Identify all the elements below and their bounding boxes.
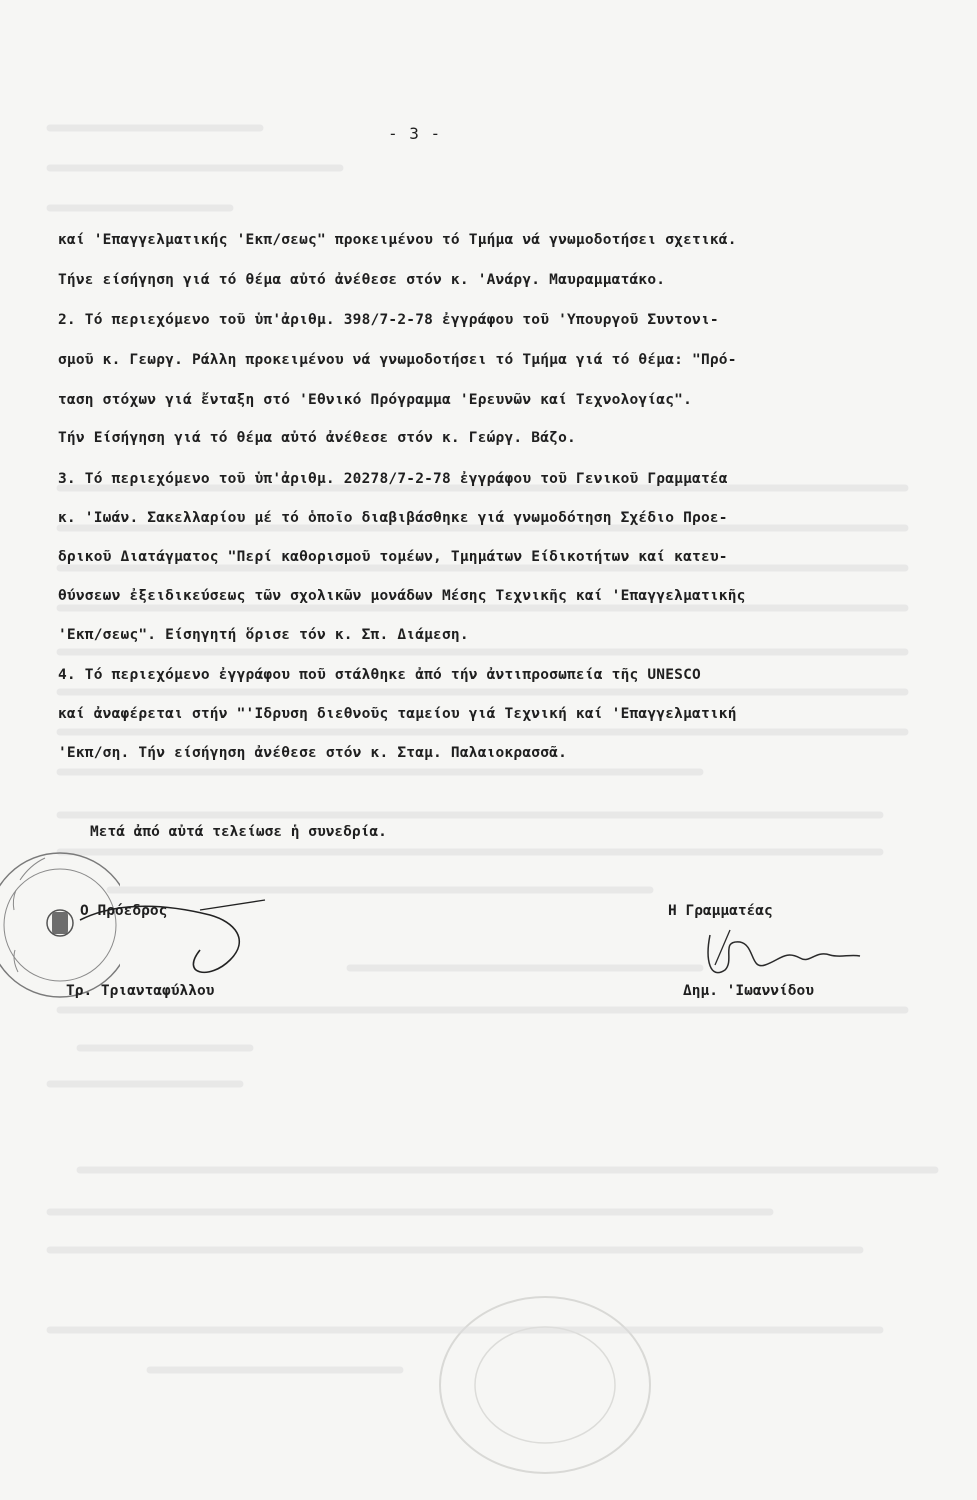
chair-title: Ο Πρόεδρος bbox=[80, 903, 168, 919]
body-line: 'Εκπ/σεως". Είσηγητή ὅρισε τόν κ. Σπ. Διάμεση. bbox=[58, 627, 469, 643]
closing-line: Μετά ἀπό αὐτά τελείωσε ἡ συνεδρία. bbox=[90, 824, 387, 840]
body-line: Τήνε είσήγηση γιά τό θέμα αὐτό ἀνέθεσε στόν κ. 'Ανάργ. Μαυραμματάκο. bbox=[58, 272, 666, 288]
secretary-signature bbox=[690, 920, 870, 990]
body-line: 3. Τό περιεχόμενο τοῦ ὑπ'ἀριθμ. 20278/7-2-78 ἐγγράφου τοῦ Γενικοῦ Γραμματέα bbox=[58, 471, 728, 487]
secretary-name: Δημ. 'Ιωαννίδου bbox=[683, 983, 814, 999]
body-line: 'Εκπ/ση. Τήν είσήγηση ἀνέθεσε στόν κ. Σταμ. Παλαιοκρασσᾶ. bbox=[58, 745, 567, 761]
page-number: - 3 - bbox=[388, 124, 442, 143]
body-line: δρικοῦ Διατάγματος "Περί καθορισμοῦ τομέων, Τμημάτων Είδικοτήτων καί κατευ- bbox=[58, 549, 728, 565]
body-line: Τήν Είσήγηση γιά τό θέμα αὐτό ἀνέθεσε στόν κ. Γεώργ. Βάζο. bbox=[58, 430, 576, 446]
chair-signature bbox=[60, 880, 280, 990]
body-line: 4. Τό περιεχόμενο ἐγγράφου ποῦ στάλθηκε ἀπό τήν ἀντιπροσωπεία τῆς UNESCO bbox=[58, 667, 701, 683]
chair-name: Τρ. Τριανταφύλλου bbox=[66, 983, 215, 999]
body-line: σμοῦ κ. Γεωργ. Ράλλη προκειμένου νά γνωμοδοτήσει τό Τμήμα γιά τό θέμα: "Πρό- bbox=[58, 352, 737, 368]
body-line: ταση στόχων γιά ἔνταξη στό 'Εθνικό Πρόγραμμα 'Ερευνῶν καί Τεχνολογίας". bbox=[58, 392, 693, 408]
body-line: καί ἀναφέρεται στήν "'Ιδρυση διεθνοῦς ταμείου γιά Τεχνική καί 'Επαγγελματική bbox=[58, 706, 737, 722]
body-line: κ. 'Ιωάν. Σακελλαρίου μέ τό ὁποῖο διαβιβάσθηκε γιά γνωμοδότηση Σχέδιο Προε- bbox=[58, 510, 728, 526]
body-line: 2. Τό περιεχόμενο τοῦ ὑπ'ἀριθμ. 398/7-2-78 ἐγγράφου τοῦ 'Υπουργοῦ Συντονι- bbox=[58, 312, 719, 328]
secretary-title: Η Γραμματέας bbox=[668, 903, 773, 919]
body-line: καί 'Επαγγελματικής 'Εκπ/σεως" προκειμένου τό Τμήμα νά γνωμοδοτήσει σχετικά. bbox=[58, 232, 737, 248]
body-line: θύνσεων ἐξειδικεύσεως τῶν σχολικῶν μονάδων Μέσης Τεχνικῆς καί 'Επαγγελματικῆς bbox=[58, 588, 746, 604]
